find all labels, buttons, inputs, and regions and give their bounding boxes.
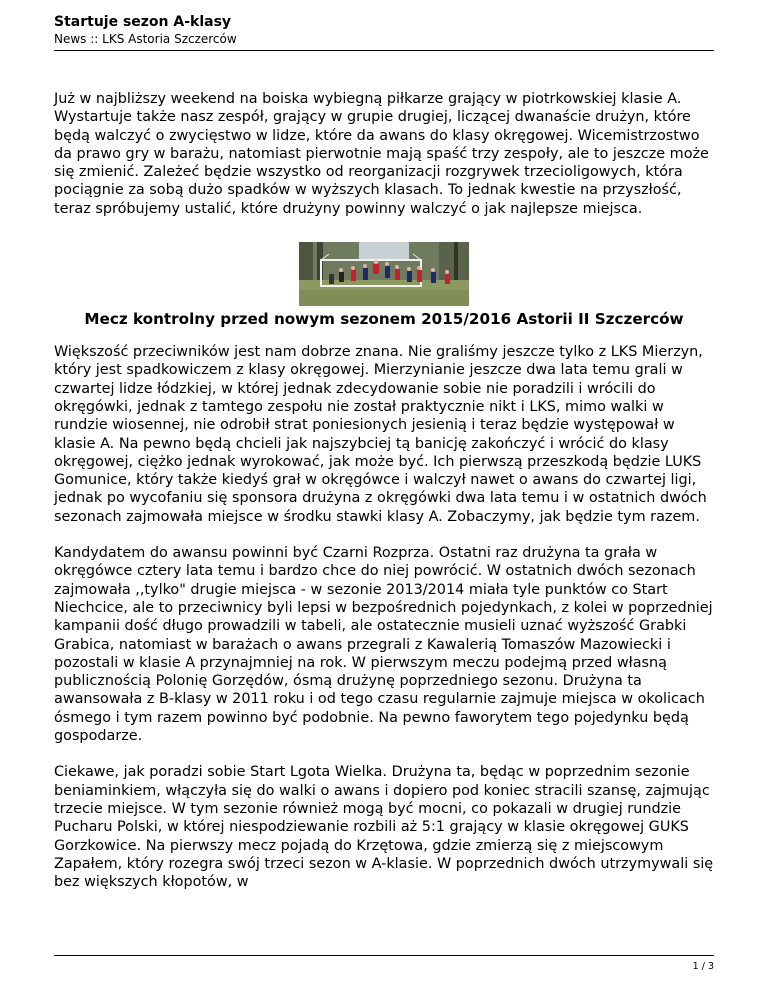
document-subtitle: News :: LKS Astoria Szczerców <box>54 32 237 46</box>
photo-caption: Mecz kontrolny przed nowym sezonem 2015/2016 Astorii II Szczerców <box>84 310 684 329</box>
page-number: 1 / 3 <box>692 961 714 972</box>
match-photo <box>299 242 469 306</box>
article-paragraph-4: Ciekawe, jak poradzi sobie Start Lgota Wielka. Drużyna ta, będąc w poprzednim sezonie beniaminkiem, włączyła się do walki o awans i dopiero pod koniec stracili szansę, zajmując trzecie miejsce. W tym sezonie również mogą być mocni, co pokazali w drugiej rundzie Pucharu Polski, w której niespodziewanie rozbili aż 5:1 grający w klasie okręgowej GUKS Gorzkowice. Na pierwszy mecz pojadą do Krzętowa, gdzie zmierzą się z miejscowym Zapałem, który rozegra swój trzeci sezon w A-klasie. W poprzednich dwóch utrzymywali się bez większych kłopotów, w <box>54 764 714 891</box>
article-content <box>54 90 714 891</box>
article-paragraph-2: Większość przeciwników jest nam dobrze znana. Nie graliśmy jeszcze tylko z LKS Mierzyn, który jest spadkowiczem z klasy okręgowej. Mierzynianie jeszcze dwa lata temu grali w czwartej lidze łódzkiej, w której jednak zdecydowanie sobie nie poradzili i wrócili do okręgówki, jednak z tamtego zespołu nie został praktycznie nikt i LKS, mimo walki w rundzie wiosennej, nie odrobił strat poniesionych jesienią i teraz będzie występował w klasie A. Na pewno będą chcieli jak najszybciej tą banicję zakończyć i wrócić do klasy okręgowej, ciężko jednak wyrokować, jak może być. Ich pierwszą przeszkodą będzie LUKS Gomunice, który także kiedyś grał w okręgówce i walczył nawet o awans do czwartej ligi, jednak po wycofaniu się sponsora drużyna z okręgówki dwa lata temu i w ostatnich dwóch sezonach zajmowała miejsce w środku stawki klasy A. Zobaczymy, jak będzie tym razem. <box>54 344 707 525</box>
article-paragraph-1: Już w najbliższy weekend na boiska wybiegną piłkarze grający w piotrkowskiej klasie A. Wystartuje także nasz zespół, grający w grupie drugiej, liczącej dwanaście drużyn, które będą walczyć o zwycięstwo w lidze, które da awans do klasy okręgowej. Wicemistrzostwo da prawo gry w barażu, natomiast pierwotnie mają spaść trzy zespoły, ale to jeszcze może się zmienić. Zależeć będzie wszystko od reorganizacji rozgrywek trzecioligowych, która pociągnie za sobą dużo spadków w wyższych klasach. To jednak kwestie na przyszłość, teraz spróbujemy ustalić, które drużyny powinny walczyć o jak najlepsze miejsca. <box>54 91 709 217</box>
document-title: Startuje sezon A-klasy <box>54 14 232 30</box>
article-paragraph-3: Kandydatem do awansu powinni być Czarni Rozprza. Ostatni raz drużyna ta grała w okręgówce cztery lata temu i bardzo chce do niej powrócić. W ostatnich dwóch sezonach zajmowała ,,tylko" drugie miejsca - w sezonie 2013/2014 miała tyle punktów co Start Niechcice, ale to przeciwnicy byli lepsi w bezpośrednich pojedynkach, z kolei w poprzedniej kampanii dość długo prowadzili w tabeli, ale ostatecznie musieli uznać wyższość Grabki Grabica, natomiast w barażach o awans przegrali z Kawalerią Tomaszów Mazowiecki i pozostali w klasie A przynajmniej na rok. W pierwszym meczu podejmą przed własną publicznością Polonię Gorzędów, ósmą drużynę poprzedniego sezonu. Drużyna ta awansowała z B-klasy w 2011 roku i od tego czasu regularnie zajmuje miejsca w okolicach ósmego i tym razem powinno być podobnie. Na pewno faworytem tego pojedynku będą gospodarze. <box>54 545 713 745</box>
match-photo-illustration <box>299 242 469 306</box>
page-header <box>54 14 714 47</box>
header-divider <box>54 50 714 51</box>
footer-divider <box>54 955 714 956</box>
article-figure <box>54 242 714 329</box>
